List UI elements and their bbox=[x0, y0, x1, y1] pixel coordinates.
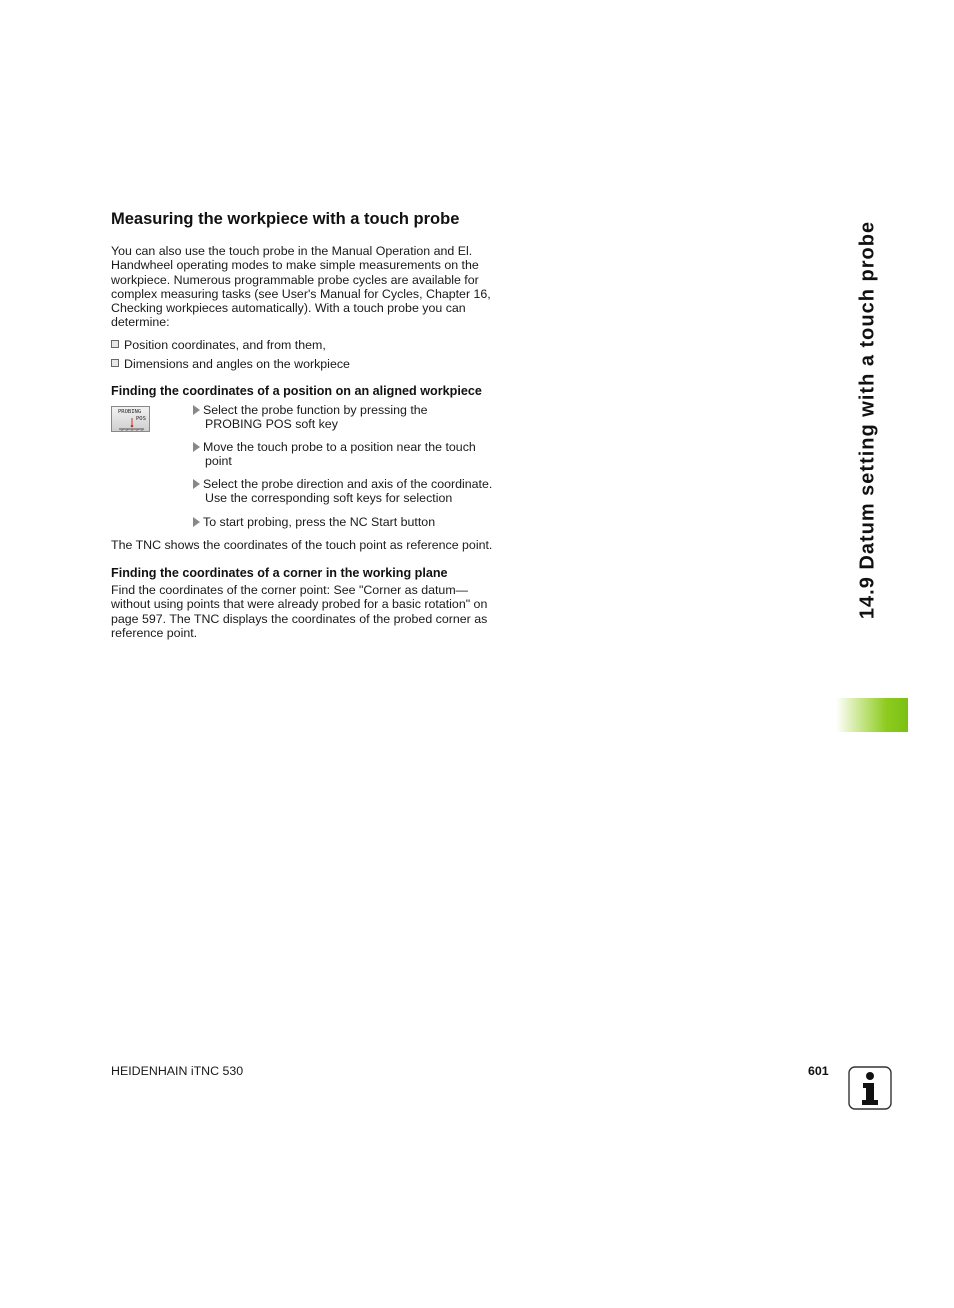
triangle-right-icon bbox=[193, 405, 200, 415]
triangle-right-icon bbox=[193, 479, 200, 489]
step-item: Select the probe direction and axis of the coordinate. Use the corresponding soft keys for selection bbox=[193, 477, 513, 506]
side-chapter-title: 14.9 Datum setting with a touch probe bbox=[856, 220, 879, 620]
corner-heading: Finding the coordinates of a corner in the working plane bbox=[111, 566, 448, 580]
step-item: Select the probe function by pressing the PROBING POS soft key bbox=[193, 403, 513, 432]
corner-paragraph: Find the coordinates of the corner point: See "Corner as datum— without using points that were already probed for a basic rotation" on page 597. The TNC displays the coordinates of the probed corner as reference point. bbox=[111, 583, 488, 640]
intro-paragraph: You can also use the touch probe in the Manual Operation and El. Handwheel operating modes to make simple measurements on the workpiece. Numerous programmable probe cycles are available for complex measuring tasks (see User's Manual for Cycles, Chapter 16, Checking workpieces automatically). With a touch probe you can determine: bbox=[111, 244, 491, 330]
square-bullet-icon bbox=[111, 340, 119, 348]
result-text: The TNC shows the coordinates of the touch point as reference point. bbox=[111, 538, 493, 552]
list-item: Position coordinates, and from them, bbox=[111, 338, 326, 352]
triangle-right-icon bbox=[193, 517, 200, 527]
step-item: To start probing, press the NC Start button bbox=[193, 515, 513, 529]
probing-pos-softkey[interactable]: PROBING POS bbox=[111, 406, 150, 432]
page-number: 601 bbox=[808, 1064, 829, 1078]
triangle-right-icon bbox=[193, 442, 200, 452]
list-item: Dimensions and angles on the workpiece bbox=[111, 357, 350, 371]
aligned-heading: Finding the coordinates of a position on an aligned workpiece bbox=[111, 384, 482, 398]
footer-product: HEIDENHAIN iTNC 530 bbox=[111, 1064, 244, 1078]
info-icon bbox=[848, 1066, 892, 1110]
chapter-tab-marker bbox=[836, 698, 908, 732]
section-heading: Measuring the workpiece with a touch probe bbox=[111, 210, 460, 228]
step-item: Move the touch probe to a position near the touch point bbox=[193, 440, 513, 469]
square-bullet-icon bbox=[111, 359, 119, 367]
